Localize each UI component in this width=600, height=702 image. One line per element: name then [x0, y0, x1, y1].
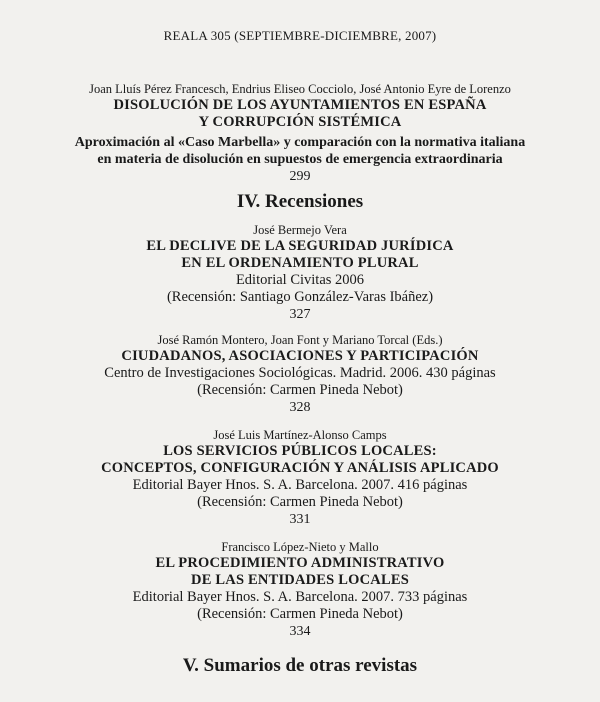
review-reviewer: (Recensión: Carmen Pineda Nebot): [197, 606, 403, 622]
review-page-number: 327: [289, 307, 311, 322]
review-title-line: EN EL ORDENAMIENTO PLURAL: [181, 255, 419, 271]
review-title-line: EL DECLIVE DE LA SEGURIDAD JURÍDICA: [146, 238, 454, 254]
article-subtitle: [0, 134, 600, 168]
review-title-line: CIUDADANOS, ASOCIACIONES Y PARTICIPACIÓN: [121, 348, 479, 364]
review-entry: [0, 223, 600, 323]
review-reviewer: (Recensión: Carmen Pineda Nebot): [197, 382, 403, 398]
review-publisher: Editorial Bayer Hnos. S. A. Barcelona. 2007. 733 páginas: [132, 589, 468, 605]
article-authors: Joan Lluís Pérez Francesch, Endrius Eliseo Cocciolo, José Antonio Eyre de Lorenzo: [89, 82, 511, 96]
review-page-number: 328: [289, 400, 311, 415]
review-title: [0, 555, 600, 589]
review-entry: [0, 540, 600, 640]
review-author: José Bermejo Vera: [253, 223, 347, 237]
review-reviewer: (Recensión: Santiago González-Varas Ibáñez): [166, 289, 434, 305]
article-page-number: 299: [289, 169, 311, 184]
review-entry: [0, 333, 600, 416]
review-publisher: Editorial Bayer Hnos. S. A. Barcelona. 2007. 416 páginas: [132, 477, 468, 493]
review-author: José Luis Martínez-Alonso Camps: [213, 428, 387, 442]
review-publisher: Centro de Investigaciones Sociológicas. Madrid. 2006. 430 páginas: [104, 365, 496, 381]
review-page-number: 334: [289, 624, 311, 639]
article-subtitle-line: en materia de disolución en supuestos de emergencia extraordinaria: [97, 152, 503, 167]
review-title-line: EL PROCEDIMIENTO ADMINISTRATIVO: [155, 555, 445, 571]
review-author: José Ramón Montero, Joan Font y Mariano Torcal (Eds.): [157, 333, 443, 347]
article-entry: [0, 82, 600, 185]
review-title: [0, 238, 600, 272]
section-heading-recensiones: IV. Recensiones: [236, 191, 364, 212]
review-title-line: LOS SERVICIOS PÚBLICOS LOCALES:: [163, 443, 437, 459]
article-title: [0, 97, 600, 131]
review-reviewer: (Recensión: Carmen Pineda Nebot): [197, 494, 403, 510]
article-subtitle-line: Aproximación al «Caso Marbella» y comparación con la normativa italiana: [74, 135, 526, 150]
article-title-line: DISOLUCIÓN DE LOS AYUNTAMIENTOS EN ESPAÑA: [113, 97, 487, 113]
review-title: [0, 348, 600, 365]
review-page-number: 331: [289, 512, 311, 527]
review-title-line: DE LAS ENTIDADES LOCALES: [191, 572, 409, 588]
review-publisher: Editorial Civitas 2006: [235, 272, 365, 288]
running-header: REALA 305 (SEPTIEMBRE-DICIEMBRE, 2007): [163, 28, 437, 43]
review-title: [0, 443, 600, 477]
review-author: Francisco López-Nieto y Mallo: [221, 540, 379, 554]
review-title-line: CONCEPTOS, CONFIGURACIÓN Y ANÁLISIS APLICADO: [101, 460, 499, 476]
article-title-line: Y CORRUPCIÓN SISTÉMICA: [198, 114, 402, 130]
review-entry: [0, 428, 600, 528]
section-heading-sumarios: V. Sumarios de otras revistas: [182, 655, 418, 676]
